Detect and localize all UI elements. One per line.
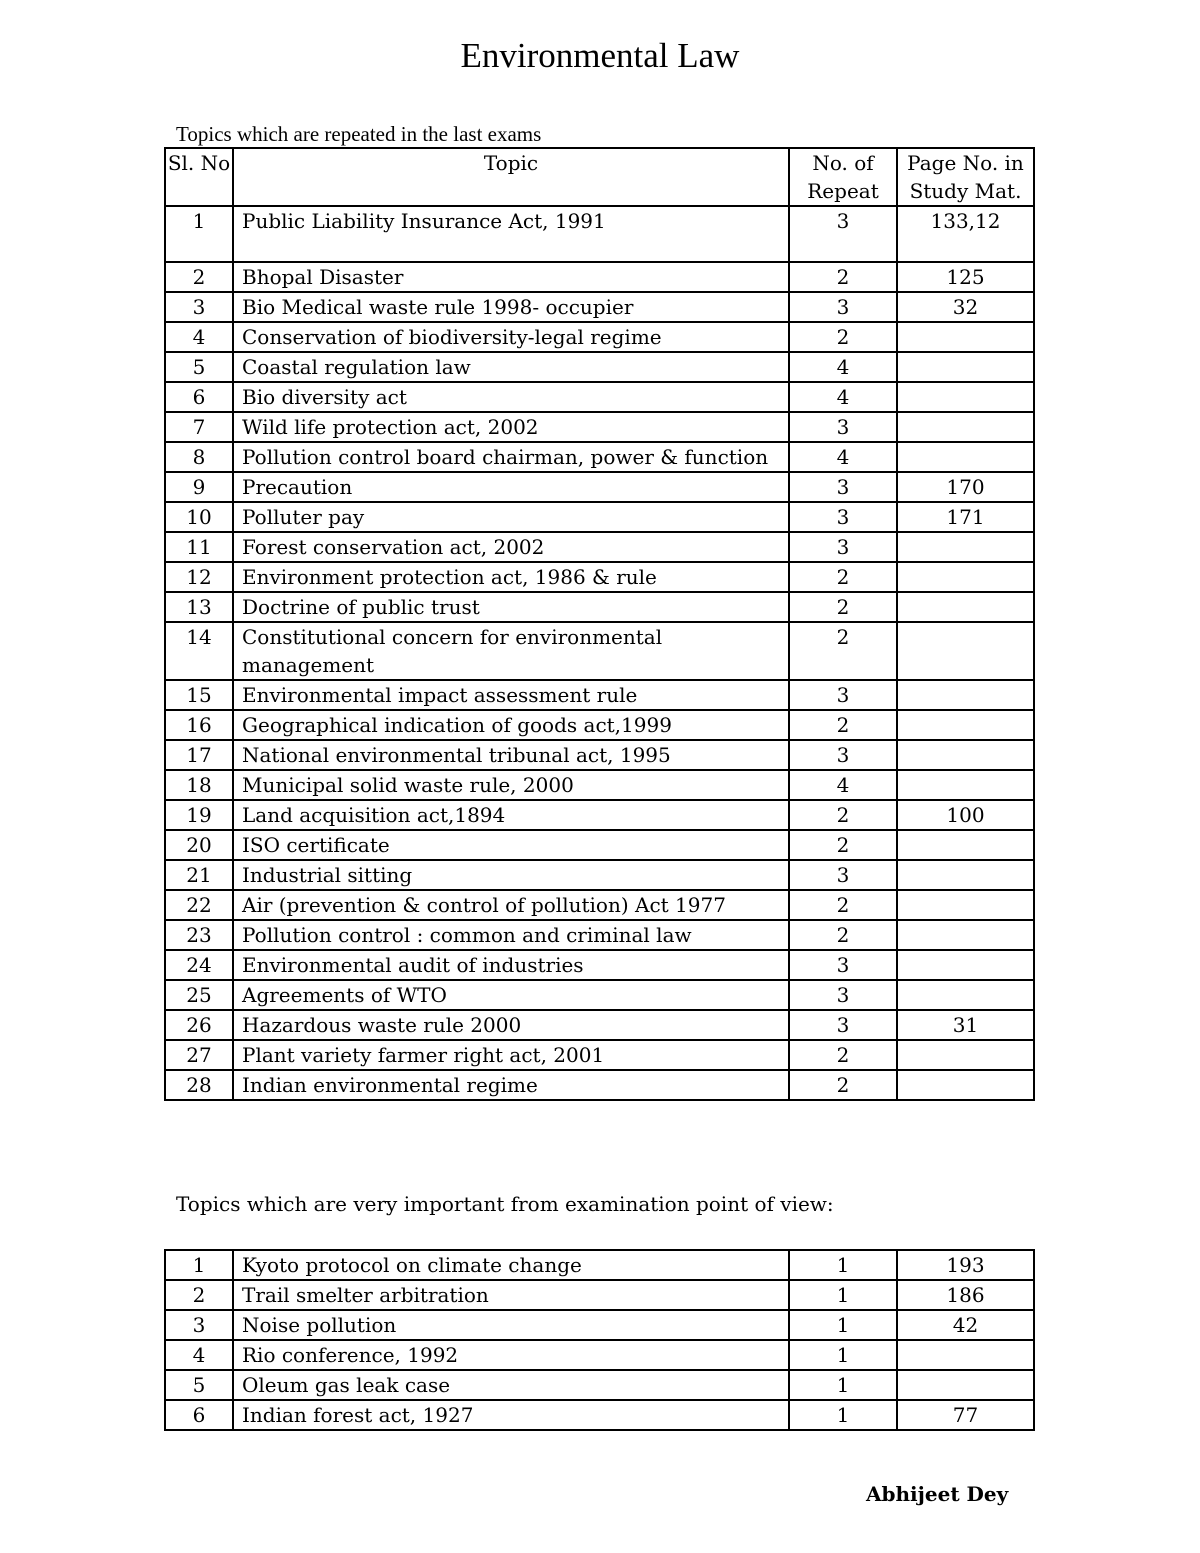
row-repeat-count: 1 [789, 1340, 897, 1370]
row-number: 7 [165, 412, 233, 442]
table-row [165, 950, 1034, 980]
row-repeat-count: 2 [789, 890, 897, 920]
row-page-number [897, 562, 1034, 592]
row-repeat-count: 2 [789, 800, 897, 830]
row-topic: Rio conference, 1992 [233, 1340, 789, 1370]
row-page-number: 133,12 [897, 206, 1034, 262]
row-repeat-count: 4 [789, 382, 897, 412]
row-topic: Kyoto protocol on climate change [233, 1250, 789, 1280]
row-number: 5 [165, 352, 233, 382]
row-repeat-count: 4 [789, 352, 897, 382]
row-number: 26 [165, 1010, 233, 1040]
table-row [165, 710, 1034, 740]
row-topic: Environment protection act, 1986 & rule [233, 562, 789, 592]
row-repeat-count: 3 [789, 412, 897, 442]
row-topic: Conservation of biodiversity-legal regime [233, 322, 789, 352]
row-number: 2 [165, 262, 233, 292]
row-topic: Trail smelter arbitration [233, 1280, 789, 1310]
page-title: Environmental Law [460, 36, 740, 75]
table-row [165, 1250, 1034, 1280]
row-number: 8 [165, 442, 233, 472]
row-number: 2 [165, 1280, 233, 1310]
row-repeat-count: 3 [789, 472, 897, 502]
row-topic: Noise pollution [233, 1310, 789, 1340]
row-repeat-count: 2 [789, 322, 897, 352]
row-topic: Municipal solid waste rule, 2000 [233, 770, 789, 800]
header-repeat: No. of Repeat [789, 148, 897, 206]
row-page-number: 171 [897, 502, 1034, 532]
row-page-number [897, 382, 1034, 412]
row-page-number [897, 622, 1034, 680]
row-topic: Doctrine of public trust [233, 592, 789, 622]
row-number: 13 [165, 592, 233, 622]
row-page-number [897, 412, 1034, 442]
row-topic: Polluter pay [233, 502, 789, 532]
important-topics-table [164, 1249, 1035, 1431]
row-page-number: 77 [897, 1400, 1034, 1430]
row-repeat-count: 3 [789, 532, 897, 562]
row-number: 14 [165, 622, 233, 680]
row-number: 24 [165, 950, 233, 980]
row-topic: Pollution control board chairman, power & function [233, 442, 789, 472]
header-page: Page No. in Study Mat. [897, 148, 1034, 206]
row-page-number [897, 770, 1034, 800]
row-number: 25 [165, 980, 233, 1010]
table-row [165, 860, 1034, 890]
row-topic: ISO certificate [233, 830, 789, 860]
row-repeat-count: 1 [789, 1250, 897, 1280]
table-row [165, 1340, 1034, 1370]
row-repeat-count: 4 [789, 770, 897, 800]
row-topic: Bio Medical waste rule 1998- occupier [233, 292, 789, 322]
table-header-row [165, 148, 1034, 206]
row-number: 3 [165, 292, 233, 322]
table-row [165, 1310, 1034, 1340]
row-topic: Pollution control : common and criminal law [233, 920, 789, 950]
row-repeat-count: 2 [789, 1070, 897, 1100]
row-topic: National environmental tribunal act, 1995 [233, 740, 789, 770]
row-page-number: 170 [897, 472, 1034, 502]
row-topic: Public Liability Insurance Act, 1991 [233, 206, 789, 262]
row-topic: Agreements of WTO [233, 980, 789, 1010]
repeated-topics-table [164, 147, 1035, 1101]
row-repeat-count: 2 [789, 710, 897, 740]
table-row [165, 442, 1034, 472]
row-topic: Plant variety farmer right act, 2001 [233, 1040, 789, 1070]
row-topic: Hazardous waste rule 2000 [233, 1010, 789, 1040]
row-topic: Industrial sitting [233, 860, 789, 890]
row-page-number [897, 830, 1034, 860]
table-row [165, 920, 1034, 950]
row-repeat-count: 1 [789, 1400, 897, 1430]
table-row [165, 472, 1034, 502]
row-page-number: 125 [897, 262, 1034, 292]
row-repeat-count: 3 [789, 860, 897, 890]
important-topics-caption: Topics which are very important from examination point of view: [176, 1192, 834, 1216]
table-row [165, 592, 1034, 622]
table-row [165, 412, 1034, 442]
row-topic: Geographical indication of goods act,1999 [233, 710, 789, 740]
table-row [165, 292, 1034, 322]
row-page-number [897, 1070, 1034, 1100]
table-row [165, 622, 1034, 680]
row-page-number [897, 532, 1034, 562]
table-row [165, 740, 1034, 770]
row-repeat-count: 2 [789, 920, 897, 950]
row-topic: Air (prevention & control of pollution) Act 1977 [233, 890, 789, 920]
row-number: 11 [165, 532, 233, 562]
row-repeat-count: 3 [789, 292, 897, 322]
table-row [165, 1040, 1034, 1070]
table-row [165, 1010, 1034, 1040]
row-page-number [897, 680, 1034, 710]
row-repeat-count: 1 [789, 1280, 897, 1310]
row-number: 6 [165, 382, 233, 412]
table-row [165, 206, 1034, 262]
row-topic: Indian environmental regime [233, 1070, 789, 1100]
row-topic: Coastal regulation law [233, 352, 789, 382]
row-number: 19 [165, 800, 233, 830]
row-number: 10 [165, 502, 233, 532]
row-number: 17 [165, 740, 233, 770]
table-row [165, 562, 1034, 592]
row-number: 16 [165, 710, 233, 740]
row-number: 20 [165, 830, 233, 860]
row-repeat-count: 3 [789, 680, 897, 710]
row-topic: Precaution [233, 472, 789, 502]
row-page-number: 100 [897, 800, 1034, 830]
row-number: 6 [165, 1400, 233, 1430]
row-topic: Environmental audit of industries [233, 950, 789, 980]
table-row [165, 1370, 1034, 1400]
row-page-number [897, 352, 1034, 382]
row-page-number [897, 1370, 1034, 1400]
row-number: 3 [165, 1310, 233, 1340]
row-page-number [897, 710, 1034, 740]
row-page-number: 32 [897, 292, 1034, 322]
row-number: 12 [165, 562, 233, 592]
row-page-number [897, 322, 1034, 352]
row-repeat-count: 3 [789, 950, 897, 980]
table-caption: Topics which are repeated in the last exams [176, 122, 542, 146]
row-page-number [897, 740, 1034, 770]
table-row [165, 1280, 1034, 1310]
row-topic: Environmental impact assessment rule [233, 680, 789, 710]
row-page-number [897, 1040, 1034, 1070]
row-number: 4 [165, 322, 233, 352]
table-row [165, 800, 1034, 830]
table-row [165, 262, 1034, 292]
table-row [165, 1400, 1034, 1430]
row-topic: Constitutional concern for environmental management [233, 622, 789, 680]
row-topic: Bhopal Disaster [233, 262, 789, 292]
table-row [165, 680, 1034, 710]
row-repeat-count: 3 [789, 740, 897, 770]
row-page-number: 31 [897, 1010, 1034, 1040]
row-repeat-count: 2 [789, 592, 897, 622]
header-sl-no: Sl. No [165, 148, 233, 206]
row-page-number: 186 [897, 1280, 1034, 1310]
author-name: Abhijeet Dey [866, 1482, 1009, 1506]
row-topic: Indian forest act, 1927 [233, 1400, 789, 1430]
row-number: 1 [165, 206, 233, 262]
row-number: 27 [165, 1040, 233, 1070]
row-topic: Oleum gas leak case [233, 1370, 789, 1400]
row-repeat-count: 1 [789, 1370, 897, 1400]
row-topic: Bio diversity act [233, 382, 789, 412]
row-topic: Forest conservation act, 2002 [233, 532, 789, 562]
row-page-number [897, 890, 1034, 920]
row-topic: Land acquisition act,1894 [233, 800, 789, 830]
row-repeat-count: 2 [789, 1040, 897, 1070]
row-page-number: 193 [897, 1250, 1034, 1280]
row-page-number [897, 860, 1034, 890]
row-repeat-count: 3 [789, 980, 897, 1010]
row-number: 5 [165, 1370, 233, 1400]
row-repeat-count: 3 [789, 1010, 897, 1040]
row-repeat-count: 1 [789, 1310, 897, 1340]
row-number: 18 [165, 770, 233, 800]
table-row [165, 532, 1034, 562]
table-row [165, 770, 1034, 800]
row-page-number [897, 920, 1034, 950]
row-repeat-count: 3 [789, 502, 897, 532]
table-row [165, 352, 1034, 382]
row-repeat-count: 2 [789, 562, 897, 592]
row-repeat-count: 2 [789, 830, 897, 860]
table-row [165, 980, 1034, 1010]
table-row [165, 322, 1034, 352]
table-row [165, 382, 1034, 412]
row-page-number [897, 980, 1034, 1010]
row-number: 28 [165, 1070, 233, 1100]
table-row [165, 830, 1034, 860]
header-topic: Topic [233, 148, 789, 206]
table-row [165, 502, 1034, 532]
row-number: 21 [165, 860, 233, 890]
row-page-number [897, 442, 1034, 472]
row-repeat-count: 2 [789, 262, 897, 292]
row-repeat-count: 3 [789, 206, 897, 262]
table-row [165, 890, 1034, 920]
row-number: 9 [165, 472, 233, 502]
row-number: 23 [165, 920, 233, 950]
row-page-number [897, 1340, 1034, 1370]
row-page-number: 42 [897, 1310, 1034, 1340]
row-number: 15 [165, 680, 233, 710]
row-number: 4 [165, 1340, 233, 1370]
row-topic: Wild life protection act, 2002 [233, 412, 789, 442]
row-page-number [897, 950, 1034, 980]
row-repeat-count: 2 [789, 622, 897, 680]
row-page-number [897, 592, 1034, 622]
row-repeat-count: 4 [789, 442, 897, 472]
row-number: 1 [165, 1250, 233, 1280]
row-number: 22 [165, 890, 233, 920]
table-row [165, 1070, 1034, 1100]
